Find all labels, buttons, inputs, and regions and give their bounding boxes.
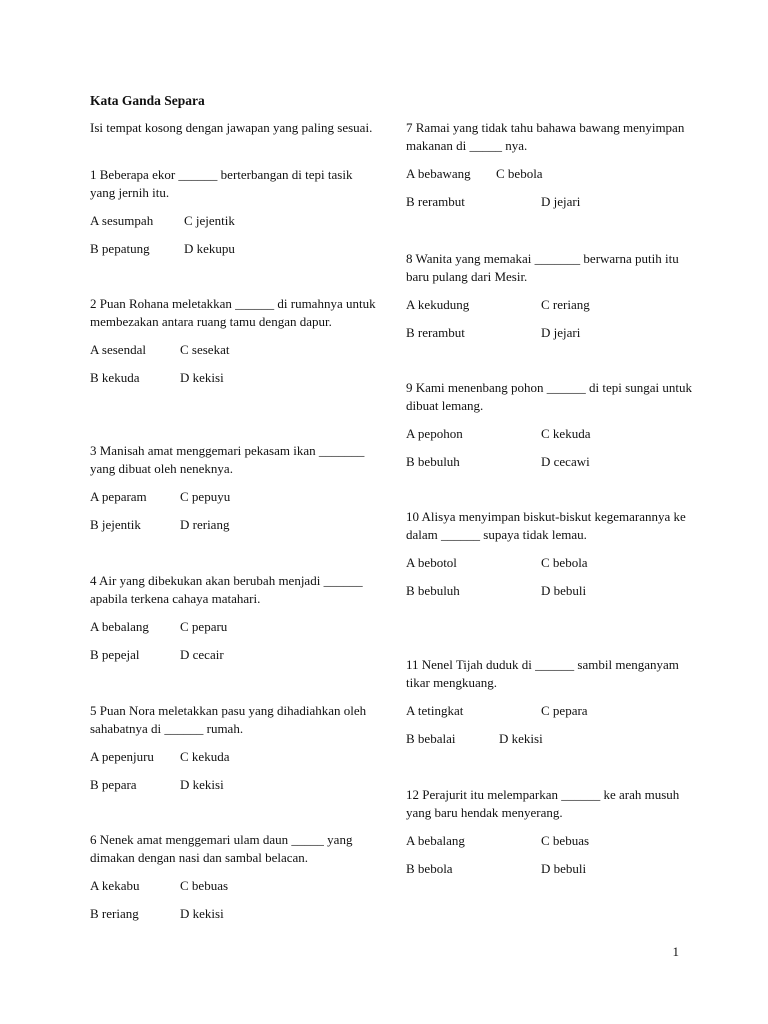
option-c: C bebola — [496, 166, 543, 181]
question-text: 1 Beberapa ekor ______ berterbangan di tepi tasik yang jernih itu. — [90, 167, 353, 200]
question-text: 8 Wanita yang memakai _______ berwarna putih itu baru pulang dari Mesir. — [406, 251, 679, 284]
option-c: C bebola — [541, 555, 588, 570]
option-a: A kekabu — [90, 878, 140, 893]
question-12 — [406, 786, 696, 878]
question-text: 11 Nenel Tijah duduk di ______ sambil menganyam tikar mengkuang. — [406, 657, 679, 690]
option-b: B pepejal — [90, 647, 140, 662]
option-c: C jejentik — [184, 213, 235, 228]
option-c: C peparu — [180, 619, 228, 634]
option-b: B rerambut — [406, 194, 465, 209]
option-b: B pepatung — [90, 241, 150, 256]
option-c: C pepara — [541, 703, 588, 718]
option-b: B pepara — [90, 777, 137, 792]
option-b: B rerambut — [406, 325, 465, 340]
question-1 — [90, 166, 380, 258]
option-b: B kekuda — [90, 370, 140, 385]
question-text: 9 Kami menenbang pohon ______ di tepi sungai untuk dibuat lemang. — [406, 380, 692, 413]
option-d: D kekisi — [180, 906, 224, 921]
option-c: C sesekat — [180, 342, 230, 357]
question-3 — [90, 442, 380, 534]
option-c: C kekuda — [180, 749, 230, 764]
option-a: A bebawang — [406, 166, 471, 181]
question-text: 10 Alisya menyimpan biskut-biskut kegemarannya ke dalam ______ supaya tidak lemau. — [406, 509, 686, 542]
option-c: C bebuas — [180, 878, 229, 893]
option-c: C bebuas — [541, 833, 590, 848]
option-a: A pepohon — [406, 426, 463, 441]
question-text: 4 Air yang dibekukan akan berubah menjadi ______ apabila terkena cahaya matahari. — [90, 573, 363, 606]
option-b: B bebalai — [406, 731, 456, 746]
question-8 — [406, 250, 696, 342]
option-d: D jejari — [541, 325, 581, 340]
option-a: A kekudung — [406, 297, 470, 312]
option-d: D kekupu — [184, 241, 235, 256]
option-a: A bebotol — [406, 555, 457, 570]
question-text: 5 Puan Nora meletakkan pasu yang dihadiahkan oleh sahabatnya di ______ rumah. — [90, 703, 367, 736]
question-text: 7 Ramai yang tidak tahu bahawa bawang menyimpan makanan di _____ nya. — [406, 120, 685, 153]
question-text: 12 Perajurit itu melemparkan ______ ke arah musuh yang baru hendak menyerang. — [406, 787, 680, 820]
option-a: A bebalang — [90, 619, 149, 634]
question-4 — [90, 572, 380, 664]
option-d: D jejari — [541, 194, 581, 209]
question-10 — [406, 508, 696, 600]
option-d: D cecair — [180, 647, 224, 662]
option-d: D kekisi — [499, 731, 543, 746]
option-c: C kekuda — [541, 426, 591, 441]
option-a: A bebalang — [406, 833, 465, 848]
question-7 — [406, 119, 696, 211]
option-a: A tetingkat — [406, 703, 464, 718]
worksheet-title: Kata Ganda Separa — [90, 93, 205, 108]
question-text: 3 Manisah amat menggemari pekasam ikan _______ yang dibuat oleh neneknya. — [90, 443, 365, 476]
option-d: D kekisi — [180, 777, 224, 792]
instructions: Isi tempat kosong dengan jawapan yang paling sesuai. — [90, 120, 373, 135]
option-b: B jejentik — [90, 517, 141, 532]
option-b: B bebola — [406, 861, 453, 876]
option-a: A sesumpah — [90, 213, 154, 228]
option-d: D reriang — [180, 517, 230, 532]
option-b: B reriang — [90, 906, 139, 921]
option-a: A pepenjuru — [90, 749, 154, 764]
question-9 — [406, 379, 696, 471]
option-d: D bebuli — [541, 583, 587, 598]
option-d: D cecawi — [541, 454, 590, 469]
option-c: C reriang — [541, 297, 590, 312]
option-a: A peparam — [90, 489, 147, 504]
question-text: 2 Puan Rohana meletakkan ______ di rumahnya untuk membezakan antara ruang tamu dengan dapur. — [90, 296, 376, 329]
question-5 — [90, 702, 380, 794]
option-a: A sesendal — [90, 342, 146, 357]
option-c: C pepuyu — [180, 489, 231, 504]
question-11 — [406, 656, 696, 748]
option-d: D kekisi — [180, 370, 224, 385]
page-number: 1 — [672, 944, 679, 959]
option-b: B bebuluh — [406, 454, 460, 469]
option-b: B bebuluh — [406, 583, 460, 598]
question-text: 6 Nenek amat menggemari ulam daun _____ yang dimakan dengan nasi dan sambal belacan. — [90, 832, 353, 865]
question-6 — [90, 831, 380, 923]
option-d: D bebuli — [541, 861, 587, 876]
question-2 — [90, 295, 380, 387]
